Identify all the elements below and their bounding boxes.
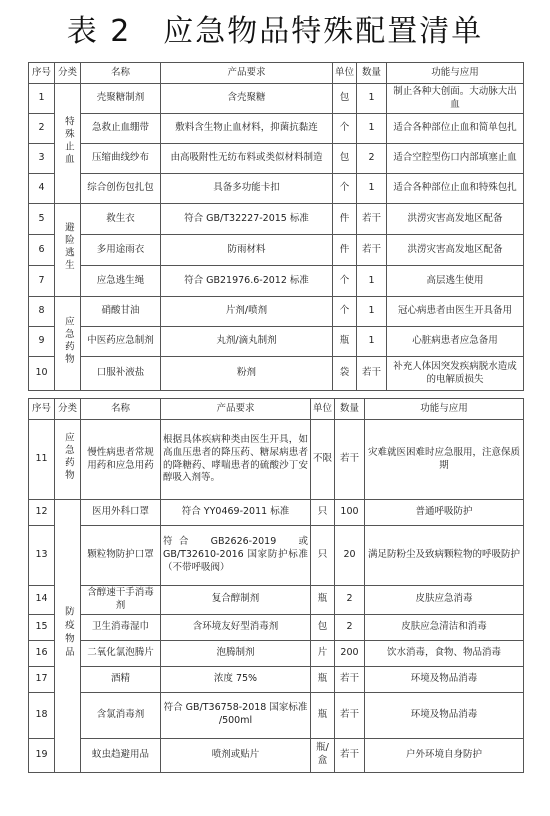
row-function: 洪涝灾害高发地区配备 [387,235,524,266]
row-unit: 瓶/盒 [311,738,335,772]
row-no: 7 [29,266,55,297]
table-row [29,586,524,615]
row-function: 补充人体因突发疾病脱水造成的电解质损失 [387,357,524,391]
row-quantity: 若干 [357,235,387,266]
row-requirement: 含环境友好型消毒剂 [161,614,311,640]
row-no: 14 [29,586,55,615]
row-quantity: 1 [357,297,387,327]
row-requirement: 根据具体疾病种类由医生开具，如高血压患者的降压药、糖尿病患者的降糖药、哮喘患者的硫酸沙丁安醇吸入剂等。 [161,420,311,500]
row-function: 环境及物品消毒 [365,692,524,738]
row-name: 急救止血绷带 [81,114,161,144]
row-quantity: 20 [335,526,365,586]
row-requirement: 复合醇制剂 [161,586,311,615]
row-name: 颗粒物防护口罩 [81,526,161,586]
row-unit: 只 [311,500,335,526]
table-row [29,614,524,640]
table-row [29,84,524,114]
table-row [29,327,524,357]
table-row [29,666,524,692]
row-no: 8 [29,297,55,327]
row-no: 4 [29,174,55,204]
page-title: 表 2 应急物品特殊配置清单 [66,14,484,49]
row-quantity: 2 [335,586,365,615]
row-quantity: 若干 [335,420,365,500]
table-row [29,174,524,204]
category-cell [55,204,81,297]
header-unit: 单位 [333,63,357,84]
row-requirement: 符合 GB/T32227-2015 标准 [161,204,333,235]
row-quantity: 若干 [357,357,387,391]
row-no: 17 [29,666,55,692]
row-name: 含氯消毒剂 [81,692,161,738]
row-function: 适合各种部位止血和简单包扎 [387,114,524,144]
header-unit: 单位 [311,399,335,420]
row-name: 含醇速干手消毒剂 [81,586,161,615]
row-quantity: 200 [335,640,365,666]
row-function: 环境及物品消毒 [365,666,524,692]
row-requirement: 丸剂/滴丸制剂 [161,327,333,357]
row-quantity: 若干 [335,666,365,692]
row-requirement: 符合 GB/T36758-2018 国家标准 /500ml [161,692,311,738]
header-category: 分类 [55,63,81,84]
row-function: 户外环境自身防护 [365,738,524,772]
row-name: 医用外科口罩 [81,500,161,526]
header-name: 名称 [81,63,161,84]
row-no: 11 [29,420,55,500]
row-name: 多用途雨衣 [81,235,161,266]
row-quantity: 2 [357,144,387,174]
row-quantity: 1 [357,327,387,357]
category-label: 应急药物 [62,431,74,482]
row-unit: 瓶 [333,327,357,357]
row-function: 适合各种部位止血和特殊包扎 [387,174,524,204]
row-unit: 只 [311,526,335,586]
table-row [29,297,524,327]
row-function: 制止各种大创面。大动脉大出血 [387,84,524,114]
row-no: 18 [29,692,55,738]
row-name: 壳聚糖制剂 [81,84,161,114]
row-function: 高层逃生使用 [387,266,524,297]
row-quantity: 若干 [357,204,387,235]
row-name: 酒精 [81,666,161,692]
header-quantity: 数量 [335,399,365,420]
row-requirement: 粉剂 [161,357,333,391]
header-requirement: 产品要求 [161,63,333,84]
category-cell [55,297,81,391]
row-no: 9 [29,327,55,357]
header-no: 序号 [29,399,55,420]
row-function: 适合空腔型伤口内部填塞止血 [387,144,524,174]
row-name: 口服补液盐 [81,357,161,391]
row-name: 中医药应急制剂 [81,327,161,357]
row-requirement: 符合 GB21976.6-2012 标准 [161,266,333,297]
row-quantity: 1 [357,266,387,297]
row-requirement: 具备多功能卡扣 [161,174,333,204]
row-no: 2 [29,114,55,144]
table-row [29,500,524,526]
row-requirement: 由高吸附性无纺布料或类似材料制造 [161,144,333,174]
row-no: 5 [29,204,55,235]
row-no: 19 [29,738,55,772]
row-unit: 个 [333,114,357,144]
table-row [29,266,524,297]
row-unit: 瓶 [311,666,335,692]
row-name: 蚊虫趋避用品 [81,738,161,772]
category-label: 避险逃生 [62,222,74,273]
category-cell [55,500,81,773]
table-row [29,357,524,391]
row-requirement: 符合 YY0469-2011 标准 [161,500,311,526]
row-quantity: 1 [357,174,387,204]
category-cell [55,84,81,204]
row-no: 10 [29,357,55,391]
row-no: 13 [29,526,55,586]
row-unit: 瓶 [311,586,335,615]
row-quantity: 100 [335,500,365,526]
row-unit: 不限 [311,420,335,500]
row-unit: 个 [333,266,357,297]
row-quantity: 若干 [335,692,365,738]
row-no: 16 [29,640,55,666]
row-no: 6 [29,235,55,266]
row-function: 普通呼吸防护 [365,500,524,526]
row-no: 15 [29,614,55,640]
config-table-part1 [28,62,524,391]
header-row [29,63,524,84]
header-requirement: 产品要求 [161,399,311,420]
row-unit: 包 [311,614,335,640]
row-function: 心脏病患者应急备用 [387,327,524,357]
row-name: 救生衣 [81,204,161,235]
row-unit: 件 [333,235,357,266]
row-function: 满足防粉尘及致病颗粒物的呼吸防护 [365,526,524,586]
row-quantity: 1 [357,114,387,144]
row-function: 洪涝灾害高发地区配备 [387,204,524,235]
row-requirement: 敷料含生物止血材料，抑菌抗黏连 [161,114,333,144]
category-label: 特殊止血 [62,115,74,166]
row-no: 3 [29,144,55,174]
row-function: 皮肤应急消毒 [365,586,524,615]
row-function: 皮肤应急清洁和消毒 [365,614,524,640]
row-no: 1 [29,84,55,114]
row-unit: 个 [333,297,357,327]
header-quantity: 数量 [357,63,387,84]
table-row [29,114,524,144]
header-function: 功能与应用 [387,63,524,84]
row-quantity: 1 [357,84,387,114]
table-row [29,144,524,174]
config-table-part2 [28,398,524,773]
row-unit: 包 [333,144,357,174]
row-unit: 袋 [333,357,357,391]
header-name: 名称 [81,399,161,420]
row-requirement: 含壳聚糖 [161,84,333,114]
row-quantity: 2 [335,614,365,640]
row-quantity: 若干 [335,738,365,772]
row-function: 灾难就医困难时应急服用，注意保质期 [365,420,524,500]
header-category: 分类 [55,399,81,420]
header-row [29,399,524,420]
row-function: 饮水消毒，食物、物品消毒 [365,640,524,666]
table-row [29,692,524,738]
row-requirement: 符合 GB2626-2019 或 GB/T32610-2016 国家防护标准（不带呼吸阀） [161,526,311,586]
category-cell [55,420,81,500]
row-unit: 片 [311,640,335,666]
table-row [29,420,524,500]
row-requirement: 泡腾制剂 [161,640,311,666]
category-label: 防疫物品 [62,605,74,660]
row-unit: 瓶 [311,692,335,738]
row-unit: 包 [333,84,357,114]
row-requirement: 防雨材料 [161,235,333,266]
row-requirement: 浓度 75% [161,666,311,692]
row-no: 12 [29,500,55,526]
category-label: 应急药物 [62,315,74,366]
table-row [29,235,524,266]
row-unit: 件 [333,204,357,235]
table-row [29,738,524,772]
row-name: 压缩曲线纱布 [81,144,161,174]
row-name: 二氧化氯泡腾片 [81,640,161,666]
table-row [29,526,524,586]
row-name: 综合创伤包扎包 [81,174,161,204]
row-name: 应急逃生绳 [81,266,161,297]
header-no: 序号 [29,63,55,84]
row-name: 卫生消毒湿巾 [81,614,161,640]
row-unit: 个 [333,174,357,204]
row-function: 冠心病患者由医生开具备用 [387,297,524,327]
table-row [29,204,524,235]
row-name: 硝酸甘油 [81,297,161,327]
table-row [29,640,524,666]
header-function: 功能与应用 [365,399,524,420]
row-requirement: 片剂/喷剂 [161,297,333,327]
row-requirement: 喷剂或贴片 [161,738,311,772]
row-name: 慢性病患者常规用药和应急用药 [81,420,161,500]
